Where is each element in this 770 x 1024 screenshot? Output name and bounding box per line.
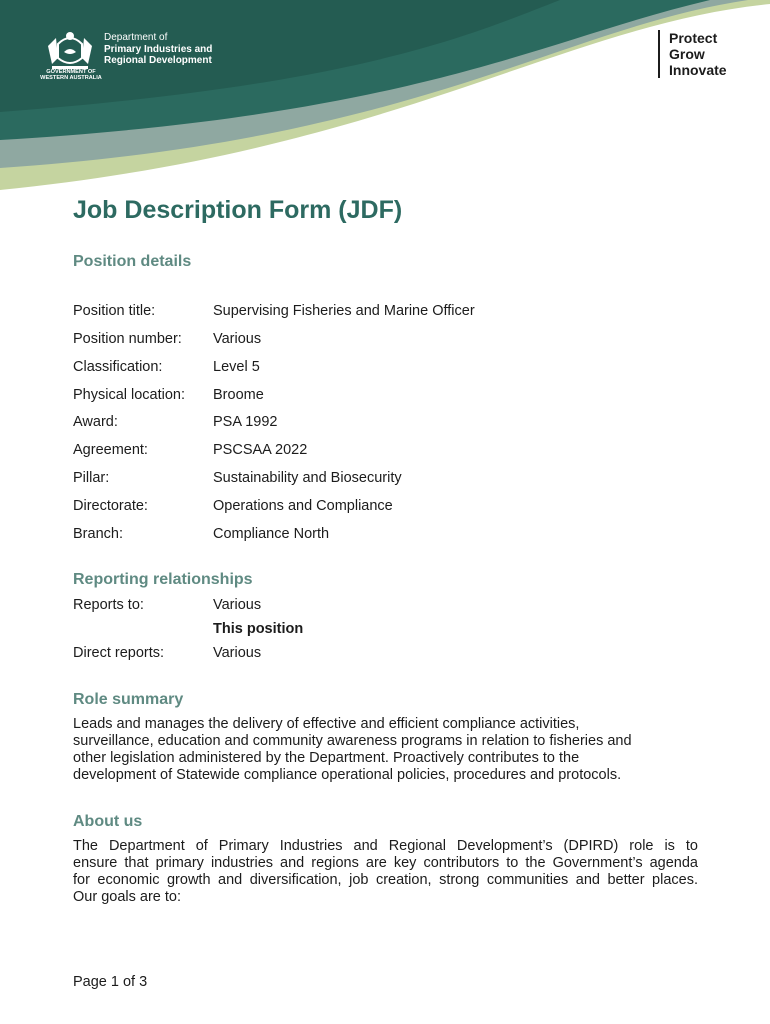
government-of-western-australia-label: GOVERNMENT OF WESTERN AUSTRALIA xyxy=(40,69,102,82)
page-number: Page 1 of 3 xyxy=(73,974,148,990)
detail-label: Directorate: xyxy=(73,498,148,514)
about-us-line: The Department of Primary Industries and Regional Development’s (DPIRD) role is to xyxy=(73,838,698,854)
department-name-line-3: Regional Development xyxy=(104,55,212,66)
detail-label: Agreement: xyxy=(73,442,148,458)
detail-value: Sustainability and Biosecurity xyxy=(213,470,402,486)
detail-value: Compliance North xyxy=(213,526,330,542)
about-us-text xyxy=(73,838,698,906)
about-us-line: ensure that primary industries and regions are key contributors to the Government’s agenda xyxy=(73,855,698,871)
this-position-label: This position xyxy=(213,621,304,637)
tagline-grow: Grow xyxy=(669,46,705,62)
role-summary-line: Leads and manages the delivery of effective and efficient compliance activities, xyxy=(73,716,580,732)
role-summary-text xyxy=(73,716,698,784)
role-summary-heading: Role summary xyxy=(73,691,184,708)
detail-label: Classification: xyxy=(73,359,163,375)
tagline-innovate: Innovate xyxy=(669,62,727,78)
detail-value: PSA 1992 xyxy=(213,414,278,430)
detail-label: Physical location: xyxy=(73,387,186,403)
detail-value: PSCSAA 2022 xyxy=(213,442,308,458)
detail-label: Branch: xyxy=(73,526,123,542)
detail-value: Various xyxy=(213,331,262,347)
about-us-heading: About us xyxy=(73,813,143,830)
role-summary-line: development of Statewide compliance operational policies, procedures and protocols. xyxy=(73,767,622,783)
position-details-heading: Position details xyxy=(73,253,192,270)
detail-value: Operations and Compliance xyxy=(213,498,393,514)
detail-value: Level 5 xyxy=(213,359,260,375)
detail-label: Position number: xyxy=(73,331,182,347)
about-us-line: for economic growth and diversification, job creation, strong communities and better places. xyxy=(73,872,698,888)
detail-label: Pillar: xyxy=(73,470,110,486)
department-name-line-1: Department of xyxy=(104,32,168,43)
tagline xyxy=(658,30,727,78)
tagline-protect: Protect xyxy=(669,30,718,46)
header-swoosh-graphic xyxy=(0,0,770,190)
reporting-relationships-heading: Reporting relationships xyxy=(73,571,253,588)
role-summary-line: other legislation administered by the Department. Proactively contributes to the xyxy=(73,750,580,766)
department-name-line-2: Primary Industries and xyxy=(104,43,213,55)
direct-reports-value: Various xyxy=(213,645,262,661)
reports-to-value: Various xyxy=(213,597,262,613)
detail-label: Award: xyxy=(73,414,118,430)
detail-value: Broome xyxy=(213,387,264,403)
about-us-line: Our goals are to: xyxy=(73,889,181,905)
role-summary-line: surveillance, education and community awareness programs in relation to fisheries and xyxy=(73,733,632,749)
reports-to-label: Reports to: xyxy=(73,597,144,613)
department-name xyxy=(104,32,212,67)
page-title: Job Description Form (JDF) xyxy=(73,196,403,224)
detail-label: Position title: xyxy=(73,303,156,319)
detail-value: Supervising Fisheries and Marine Officer xyxy=(213,303,475,319)
direct-reports-label: Direct reports: xyxy=(73,645,165,661)
